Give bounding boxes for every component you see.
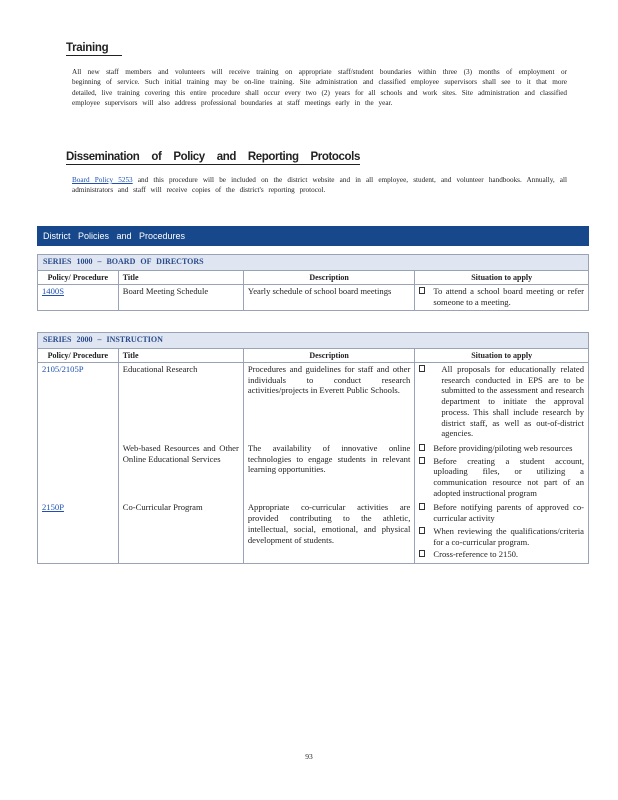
training-heading: Training: [66, 42, 122, 56]
dissemination-heading: [66, 151, 360, 165]
col-situation-header: Situation to apply: [415, 349, 589, 363]
row-description: Yearly schedule of school board meetings: [243, 285, 415, 311]
dissemination-heading-word: Dissemination: [66, 151, 140, 163]
checkbox-bullet-icon: [419, 503, 425, 510]
situation-item: Cross-reference to 2150.: [419, 549, 584, 560]
policy-empty: [38, 442, 119, 502]
situation-item: Before providing/piloting web resources: [419, 443, 584, 454]
dissemination-heading-word: and: [216, 151, 236, 163]
checkbox-bullet-icon: [419, 457, 425, 464]
situation-item: When reviewing the qualifications/criteria for a co-curricular program.: [419, 526, 584, 547]
table-row: [38, 285, 589, 311]
dissemination-heading-word: Protocols: [310, 151, 360, 163]
col-description-header: Description: [243, 271, 415, 285]
series-2000-table: [37, 332, 589, 564]
series-2000-label: SERIES 2000 – INSTRUCTION: [38, 333, 589, 349]
situation-item: Before notifying parents of approved co-curricular activity: [419, 502, 584, 523]
situation-item: To attend a school board meeting or refer someone to a meeting.: [419, 286, 584, 307]
table-row: [38, 501, 589, 563]
row-title: Educational Research: [118, 363, 243, 442]
series-1000-table: [37, 254, 589, 311]
row-description: Appropriate co-curricular activities are provided contributing to the athletic, intellectual, social, emotional, and physical development of students.: [243, 501, 415, 563]
table-row: [38, 363, 589, 442]
row-title: Web-based Resources and Other Online Educational Services: [118, 442, 243, 502]
col-title-header: Title: [118, 271, 243, 285]
training-paragraph: All new staff members and volunteers will receive training on appropriate staff/student boundaries within three (3) months of employment or beginning of service. Such initial training may be on-line training. Site administration and classified employee supervisors shall see to it that more detailed, live training covering this entire procedure shall occur every two (2) years for all schools and work sites. Site administration and classified employee supervisors will also address professional boundaries at staff meetings early in the year.: [72, 68, 567, 107]
col-description-header: Description: [243, 349, 415, 363]
col-policy-header: Policy/ Procedure: [38, 349, 119, 363]
checkbox-bullet-icon: [419, 444, 425, 451]
dissemination-heading-word: Reporting: [247, 151, 299, 163]
col-situation-header: Situation to apply: [415, 271, 589, 285]
row-title: Co-Curricular Program: [118, 501, 243, 563]
policy-link-1400s[interactable]: 1400S: [42, 286, 64, 296]
page-number: 93: [305, 752, 313, 761]
policy-link-2150p[interactable]: 2150P: [42, 502, 64, 513]
row-description: The availability of innovative online technologies to engage students in relevant learning opportunities.: [243, 442, 415, 502]
checkbox-bullet-icon: [419, 287, 425, 294]
col-policy-header: Policy/ Procedure: [38, 271, 119, 285]
district-policies-bar: District Policies and Procedures: [37, 226, 589, 246]
board-policy-link[interactable]: Board Policy 5253: [72, 176, 133, 184]
checkbox-bullet-icon: [419, 527, 425, 534]
checkbox-bullet-icon: [419, 365, 425, 372]
dissemination-heading-word: Policy: [173, 151, 205, 163]
dissemination-paragraph: [72, 175, 567, 196]
checkbox-bullet-icon: [419, 550, 425, 557]
situation-item: Before creating a student account, uploading files, or utilizing a communication resource not part of an adopted instructional program: [419, 456, 584, 499]
col-title-header: Title: [118, 349, 243, 363]
series-1000-label: SERIES 1000 – BOARD OF DIRECTORS: [38, 255, 589, 271]
table-row: [38, 442, 589, 502]
dissemination-text: and this procedure will be included on the district website and in all employee, student, and volunteer handbooks. Annually, all administrators and staff will receive copies of the district's reporting protocol.: [72, 176, 567, 195]
policy-2105: 2105/2105P: [38, 363, 119, 442]
dissemination-heading-word: of: [151, 151, 162, 163]
situation-item: All proposals for educationally related research conducted in EPS are to be submitted to the assessment and research department to initiate the approval process. This shall include research by district staff, as well as out-of-district agencies.: [419, 364, 584, 439]
row-description: Procedures and guidelines for staff and other individuals to conduct research activities/projects in Everett Public Schools.: [243, 363, 415, 442]
row-title: Board Meeting Schedule: [118, 285, 243, 311]
